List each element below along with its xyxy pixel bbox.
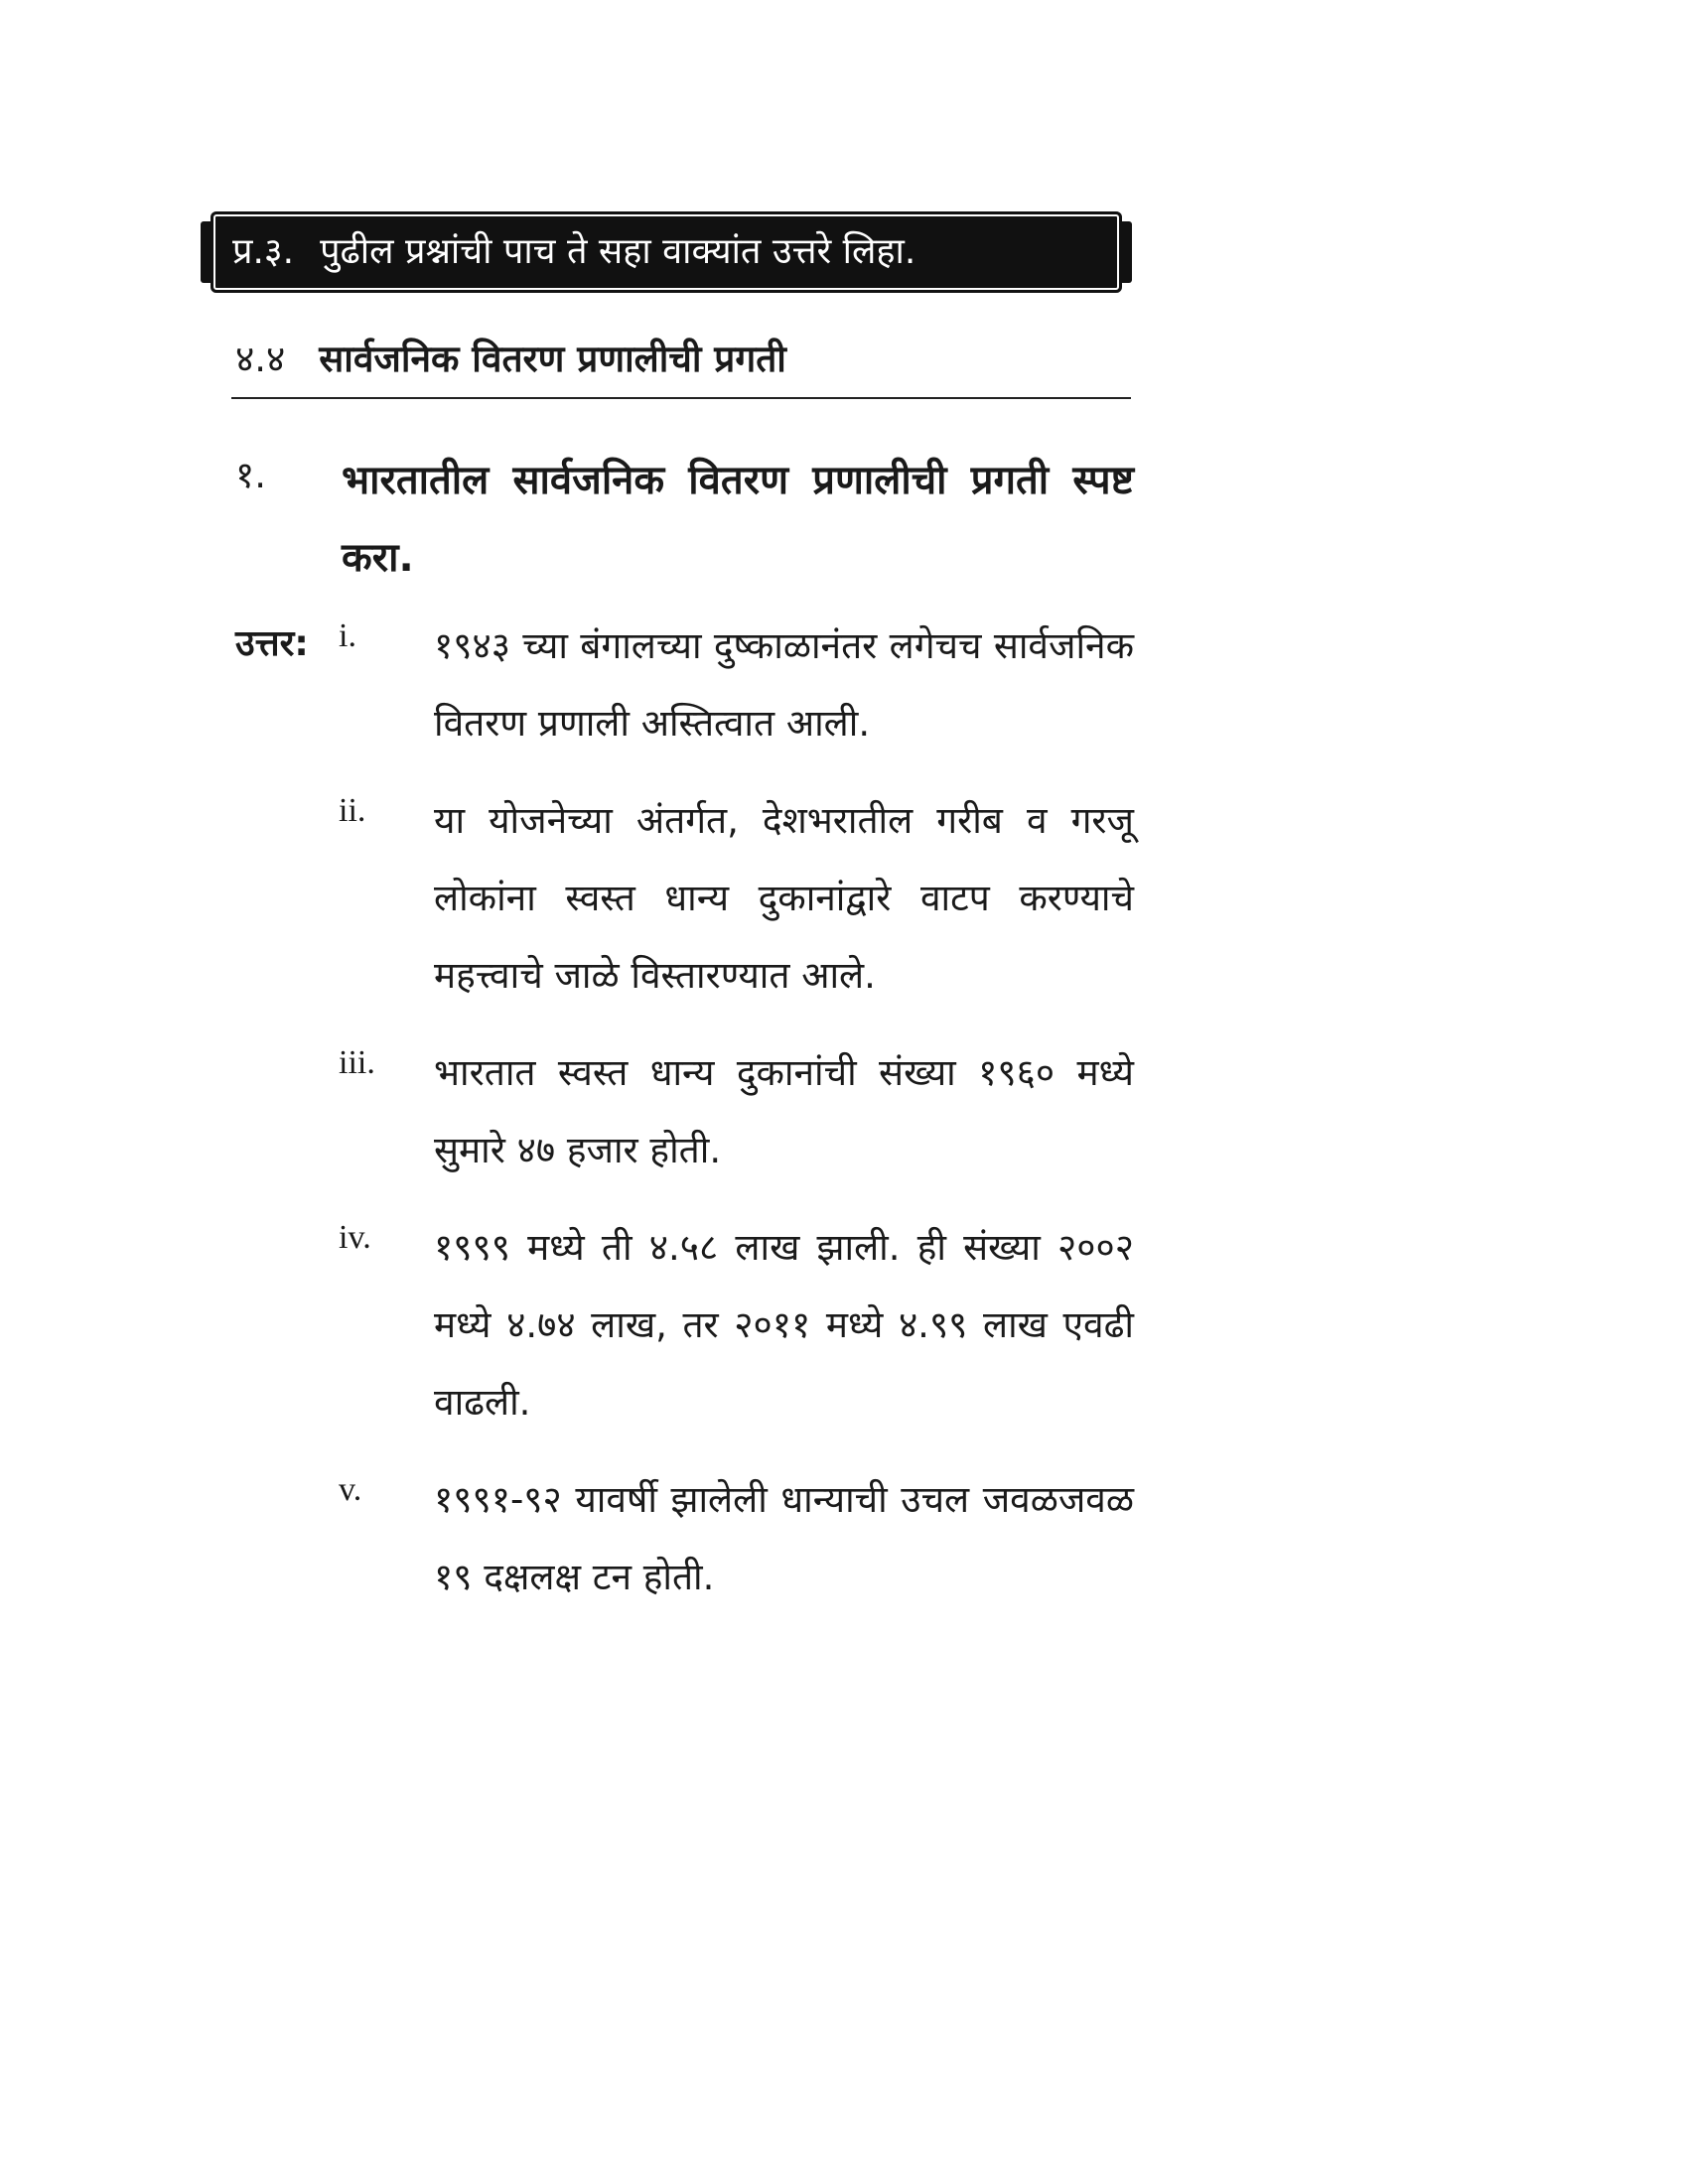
section-number: ४.४: [235, 338, 286, 380]
banner-instruction: पुढील प्रश्नांची पाच ते सहा वाक्यांत उत्तरे लिहा.: [320, 231, 916, 272]
answer-point-number: iv.: [339, 1219, 371, 1256]
section-title: सार्वजनिक वितरण प्रणालीची प्रगती: [319, 338, 786, 380]
question-number: १.: [235, 454, 267, 496]
question-text: भारतातील सार्वजनिक वितरण प्रणालीची प्रगती स्पष्ट करा.: [342, 458, 1134, 581]
answer-point-number: ii.: [339, 792, 366, 829]
answer-point-text: १९४३ च्या बंगालच्या दुष्काळानंतर लगेचच सार्वजनिक वितरण प्रणाली अस्तित्वात आली.: [434, 624, 1134, 745]
answer-point: [235, 1034, 1134, 1189]
banner-text: [232, 211, 915, 293]
answer-point-number: v.: [339, 1471, 362, 1508]
answer-point-text: १९९१-९२ यावर्षी झालेली धान्याची उचल जवळजवळ १९ दक्षलक्ष टन होती.: [434, 1478, 1134, 1598]
answer-point: [235, 1209, 1134, 1441]
answer-label: उत्तर:: [235, 623, 309, 664]
answer-point-number: iii.: [339, 1044, 375, 1081]
banner-question-number: प्र.३.: [232, 231, 295, 272]
question-banner: [211, 211, 1122, 293]
answer-point-text: १९९९ मध्ये ती ४.५८ लाख झाली. ही संख्या २००२ मध्ये ४.७४ लाख, तर २०११ मध्ये ४.९९ लाख एवढी वाढली.: [434, 1226, 1134, 1424]
section-heading: [235, 332, 786, 382]
answer-point: [235, 1461, 1134, 1616]
question-block: [235, 442, 1134, 597]
answer-point-number: i.: [339, 617, 356, 654]
answer-point: [235, 608, 1134, 762]
answer-point-text: या योजनेच्या अंतर्गत, देशभरातील गरीब व गरजू लोकांना स्वस्त धान्य दुकानांद्वारे वाटप करण्याचे महत्त्वाचे जाळे विस्तारण्यात आले.: [434, 799, 1134, 997]
answer-point: [235, 782, 1134, 1015]
section-divider: [231, 397, 1131, 399]
answer-point-text: भारतात स्वस्त धान्य दुकानांची संख्या १९६० मध्ये सुमारे ४७ हजार होती.: [434, 1051, 1134, 1171]
answer-block: [235, 608, 1134, 1636]
